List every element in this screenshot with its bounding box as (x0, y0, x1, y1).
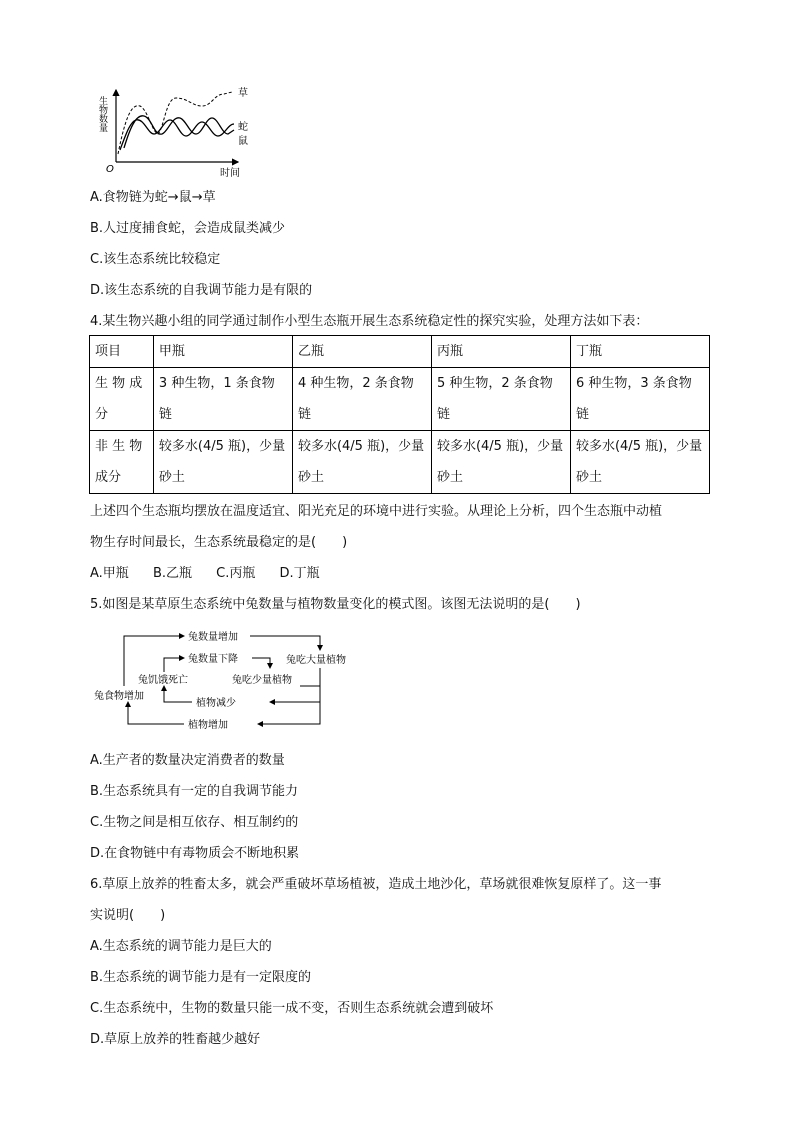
table-cell: 较多水(4/5 瓶)，少量 砂土 (431, 431, 570, 494)
rabbit-plant-cycle-diagram (92, 626, 372, 736)
q3-option-b: B.人过度捕食蛇，会造成鼠类减少 (90, 221, 286, 236)
label-rabbit-down: 兔数量下降 (188, 654, 238, 665)
q4-stem: 4.某生物兴趣小组的同学通过制作小型生态瓶开展生态系统稳定性的探究实验，处理方法如下表： (90, 314, 649, 329)
arrow-rabbit-down-to-eat-less (252, 658, 270, 668)
table-header-cell: 乙瓶 (292, 336, 431, 368)
label-rabbit-eat-less: 兔吃少量植物 (232, 675, 292, 686)
label-plant-down: 植物减少 (196, 698, 236, 709)
q6-option-b: B.生态系统的调节能力是有一定限度的 (90, 970, 312, 985)
table-cell: 5 种生物，2 条食物 链 (431, 368, 570, 431)
origin-label: O (106, 164, 114, 175)
arrow-plant-up-to-food (128, 702, 184, 724)
q4-option-b: B.乙瓶 (152, 566, 193, 581)
table-row (90, 431, 710, 494)
table-row (90, 368, 710, 431)
q4-after-line-2: 物生存时间最长，生态系统最稳定的是( ) (90, 535, 348, 550)
q4-options (90, 565, 340, 583)
q5-option-d: D.在食物链中有毒物质会不断地积累 (90, 846, 300, 861)
table-header-cell: 丁瓶 (570, 336, 709, 368)
y-axis-label: 生物数量 (97, 96, 107, 132)
snake-label: 蛇 (238, 122, 248, 133)
q6-option-c: C.生态系统中，生物的数量只能一成不变，否则生态系统就会遭到破坏 (90, 1001, 494, 1016)
q5-stem: 5.如图是某草原生态系统中兔数量与植物数量变化的模式图。该图无法说明的是( ) (90, 597, 581, 612)
q3-option-a: A.食物链为蛇→鼠→草 (90, 190, 216, 205)
arrow-rabbit-up-to-eat-more (250, 636, 320, 650)
x-axis-label: 时间 (220, 168, 240, 178)
arrow-plant-down-to-starve (164, 686, 192, 702)
q6-option-d: D.草原上放养的牲畜越少越好 (90, 1032, 261, 1047)
q3-option-c: C.该生态系统比较稳定 (90, 252, 221, 267)
table-row-label: 生 物 成 分 (90, 368, 154, 431)
q4-option-a: A.甲瓶 (90, 566, 129, 581)
label-rabbit-up: 兔数量增加 (188, 632, 238, 643)
mouse-label: 鼠 (238, 136, 248, 147)
label-rabbit-food-up: 兔食物增加 (94, 691, 144, 702)
q6-stem-line-2: 实说明( ) (90, 908, 166, 923)
q5-option-a: A.生产者的数量决定消费者的数量 (90, 753, 285, 768)
q4-after-line-1: 上述四个生态瓶均摆放在温度适宜、阳光充足的环境中进行实验。从理论上分析，四个生态瓶中动植 (90, 504, 663, 519)
population-curve-figure (96, 84, 256, 178)
table-cell: 较多水(4/5 瓶)，少量 砂土 (292, 431, 431, 494)
table-header-cell: 甲瓶 (153, 336, 292, 368)
q5-option-b: B.生态系统具有一定的自我调节能力 (90, 784, 299, 799)
arrow-starve-to-rabbit-down (164, 658, 184, 672)
q5-option-c: C.生物之间是相互依存、相互制约的 (90, 815, 299, 830)
label-rabbit-starve: 兔饥饿死亡 (138, 675, 188, 686)
table-cell: 6 种生物，3 条食物 链 (570, 368, 709, 431)
table-cell: 3 种生物，1 条食物 链 (153, 368, 292, 431)
table-header-cell: 丙瓶 (431, 336, 570, 368)
table-cell: 较多水(4/5 瓶)，少量 砂土 (570, 431, 709, 494)
grass-label: 草 (238, 88, 248, 99)
q4-option-d: D.丁瓶 (279, 566, 320, 581)
q4-option-c: C.丙瓶 (216, 566, 256, 581)
table-cell: 较多水(4/5 瓶)，少量 砂土 (153, 431, 292, 494)
q3-option-d: D.该生态系统的自我调节能力是有限的 (90, 283, 313, 298)
q4-table (89, 335, 710, 494)
table-header-row (90, 336, 710, 368)
q6-stem-line-1: 6.草原上放养的牲畜太多，就会严重破坏草场植被，造成土地沙化，草场就很难恢复原样了。这一事 (90, 877, 662, 892)
table-row-label: 非 生 物 成分 (90, 431, 154, 494)
snake-curve (120, 120, 234, 150)
arrow-eat-less-to-plant-up (258, 686, 320, 724)
table-header-cell: 项目 (90, 336, 154, 368)
label-rabbit-eat-more: 兔吃大量植物 (286, 655, 346, 666)
table-cell: 4 种生物，2 条食物 链 (292, 368, 431, 431)
q6-option-a: A.生态系统的调节能力是巨大的 (90, 939, 272, 954)
label-plant-up: 植物增加 (188, 720, 228, 731)
